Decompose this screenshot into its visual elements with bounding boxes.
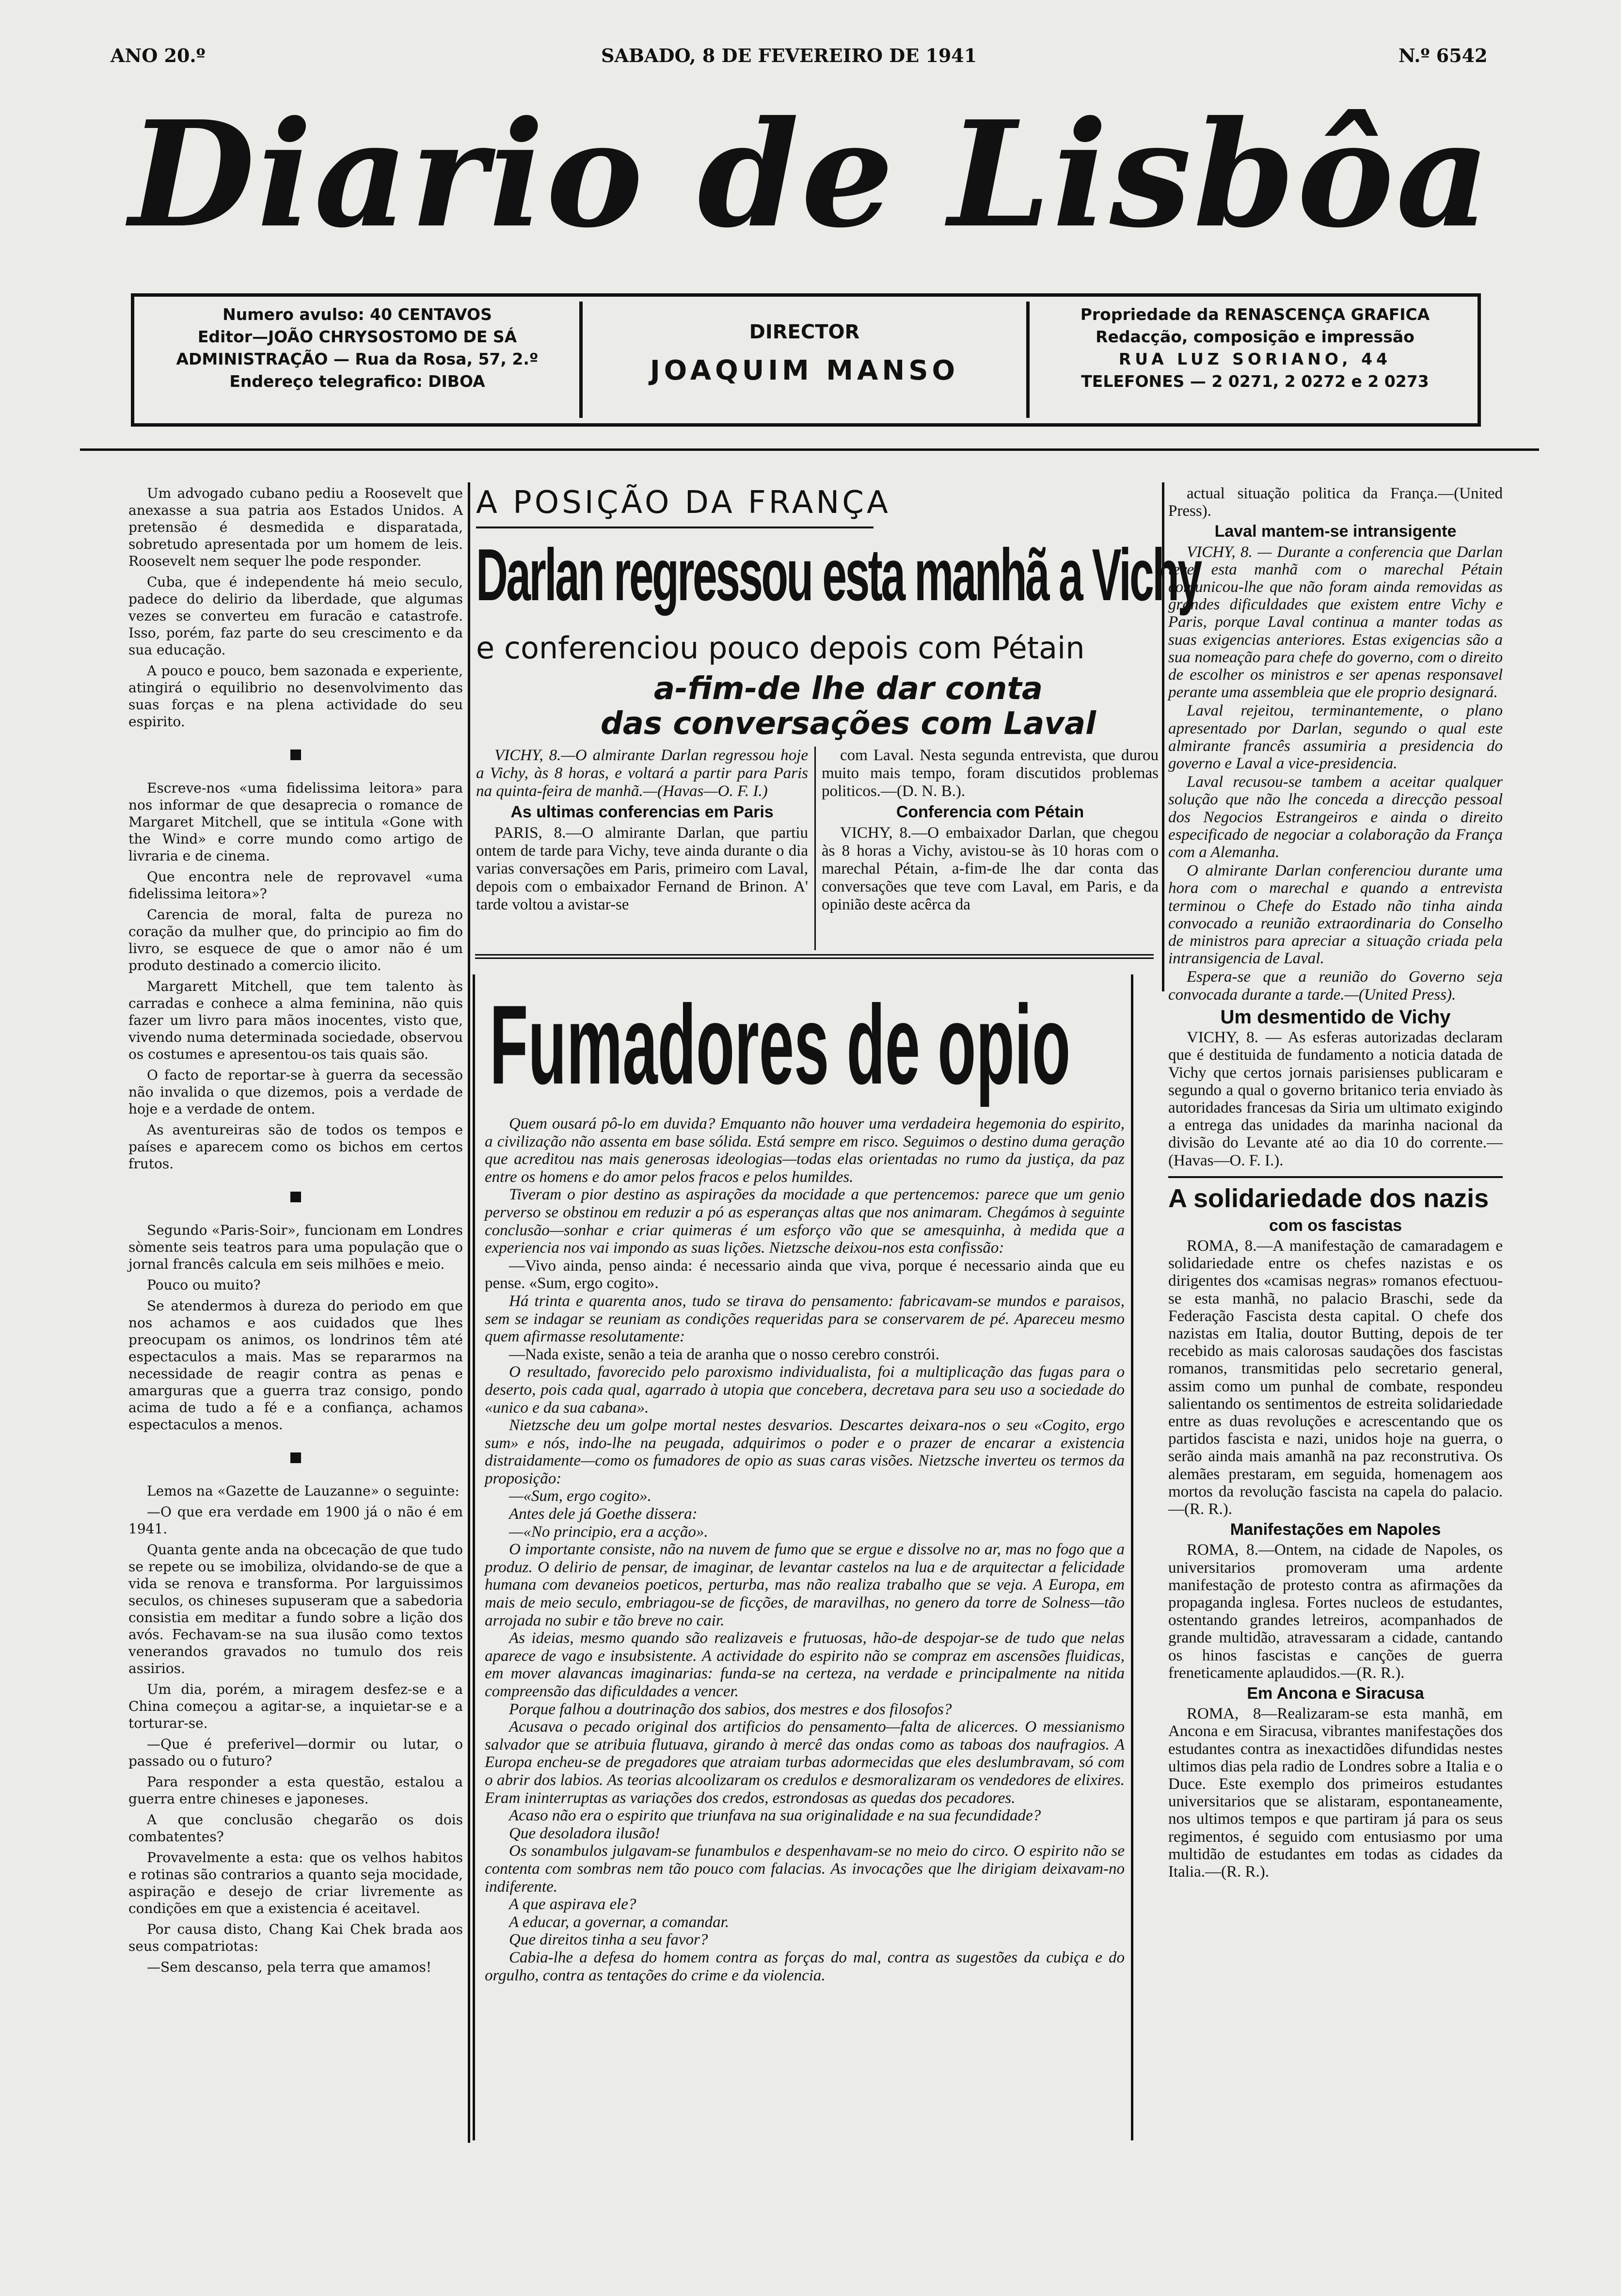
note-paragraph: Um dia, porém, a miragem desfez-se e a China começou a agitar-se, a inquietar-se e a torturar-se. [128, 1681, 463, 1731]
laval-subhead: Laval mantem-se intransigente [1214, 522, 1457, 541]
note-paragraph: Lemos na «Gazette de Lauzanne» o seguinte: [147, 1483, 460, 1499]
editorial-paragraph: Nietzsche deu um golpe mortal nestes desvarios. Descartes deixara-nos o seu «Cogito, ergo sum» e nós, indo-lhe na peugada, adquirimos o poder e o prazer de encarar a existencia distraidamente—como os fumadores de opio as suas caras visões. Nietzsche inverteu os termos da proposição: [485, 1417, 1125, 1487]
editorial-paragraph: —Vivo ainda, penso ainda: é necessario ainda que viva, porque é necessario ainda que eu pense. «Sum, ergo cogito». [485, 1257, 1125, 1292]
left-column-notes [128, 485, 463, 1979]
phones-line: TELEFONES — 2 0271, 2 0272 e 2 0273 [1081, 372, 1429, 391]
editorial-paragraph: —«No principio, era a acção». [509, 1523, 708, 1541]
price-line: Numero avulso: 40 CENTAVOS [222, 305, 492, 324]
editorial-paragraph: Acaso não era o espirito que triunfava na sua originalidade e na sua fecundidade? [509, 1807, 1041, 1825]
note-paragraph: Para responder a esta questão, estalou a guerra entre chineses e japoneses. [128, 1774, 463, 1807]
darlan-col-1 [476, 747, 808, 915]
darlan-paragraph: PARIS, 8.—O almirante Darlan, que partiu ontem de tarde para Vichy, teve ainda durante o dia varias conversações em Paris, primeiro com Laval, depois com o embaixador Fernand de Brinon. A' tarde voltou a avistar-se [476, 824, 808, 913]
telegraph-line: Endereço telegrafico: DIBOA [229, 372, 485, 391]
note-paragraph: Provavelmente a esta: que os velhos habitos e rotinas são contrarios a quanto seja mocidade, aspiração e desejo de criar livremente as condições em que a existencia é aceitavel. [128, 1850, 463, 1916]
editorial-paragraph: Acusava o pecado original dos artificios do pensamento—falta de alicerces. O messianismo salvador que se atribuia flutuava, girando à mercê das ondas como as taboas dos naufragios. A Europa encheu-se de pregadores que atraiam turbas adormecidas que eles deslumbravam, só com o abrir dos labios. As teorias alcoolizaram os credulos e desmoralizaram os vendedores de elixires. Eram ininterruptas as variações dos credos, estrondosas as quedas dos pecadores. [485, 1718, 1125, 1807]
note-paragraph: A que conclusão chegarão os dois combatentes? [128, 1812, 463, 1845]
note-cuba [128, 485, 463, 730]
date-label: SABADO, 8 DE FEVEREIRO DE 1941 [601, 45, 977, 66]
darlan-dek-line: a-fim-de lhe dar conta [653, 671, 1043, 707]
laval-paragraph: Laval rejeitou, terminantemente, o plano apresentado por Darlan, segundo o qual este almirante francês assumiria a presidencia do governo e Laval a vice-presidencia. [1168, 702, 1503, 773]
editorial-paragraph: Que desoladora ilusão! [509, 1824, 660, 1842]
editorial-paragraph: Cabia-lhe a defesa do homem contra as forças do mal, contra as sugestões da cubiça e do orgulho, contra as tentações do crime e da violencia. [485, 1948, 1125, 1984]
desmentido-paragraph: VICHY, 8. — As esferas autorizadas declaram que é destituida de fundamento a noticia datada de Vichy que certos jornais parisienses publicaram e segundo a qual o governo britanico teria enviado às autoridades francesas da Siria um ultimato exigindo a entrega das unidades da marinha nacional da divisão do Levante até ao dia 10 do corrente.—(Havas—O. F. I.). [1168, 1029, 1503, 1169]
solidariedade-paragraph: ROMA, 8.—A manifestação de camaradagem e solidariedade entre os chefes nazistas e os dirigentes dos «camisas negras» romanos efectuou-se esta manhã, no palacio Braschi, sede da Federação Fascista desta capital. O chefe dos nazistas em Italia, doutor Butting, depois de ter recebido as mais calorosas saudações dos fascistas romanos, transmitidas pelo secretario general, assim como um punhal de combate, respondeu salientando os sentimentos de estreita solidariedade entre as duas revoluções e acrescentando que os partidos fascista e nazi, unidos hoje na guerra, o serão ainda mais amanhã na paz reconstrutiva. Os alemães prestaram, em seguida, homenagem aos mortos da revolução fascista na capela do palacio.—(R. R.). [1168, 1237, 1503, 1518]
editorial-paragraph: Porque falhou a doutrinação dos sabios, dos mestres e dos filosofos? [509, 1700, 952, 1718]
desmentido-subhead: Um desmentido de Vichy [1220, 1006, 1451, 1028]
note-paragraph: O facto de reportar-se à guerra da secessão não invalida o que dizemos, pois a verdade de hoje e a verdade de ontem. [128, 1067, 463, 1117]
owner-line: Propriedade da RENASCENÇA GRAFICA [1080, 305, 1430, 324]
editorial-headline: Fumadores de opio [490, 982, 1071, 1108]
editorial-paragraph: As ideias, mesmo quando são realizaveis e frutuosas, hão-de despojar-se de tudo que nelas aparece de vago e insubsistente. A actividade do espirito não se compraz em ascensões fluidicas, em mover alavancas imaginarias: funda-se na certeza, na verdade e principalmente na nitida compreensão das dificuldades a vencer. [485, 1629, 1125, 1700]
note-china [128, 1483, 463, 1976]
editorial-paragraph: Antes dele já Goethe dissera: [509, 1505, 698, 1523]
editorial-paragraph: Que direitos tinha a seu favor? [509, 1931, 708, 1949]
continuation-paragraph: actual situação politica da França.—(United Press). [1168, 485, 1503, 520]
note-paragraph: —Que é preferivel—dormir ou lutar, o passado ou o futuro? [128, 1736, 463, 1769]
separator-square [290, 749, 301, 760]
darlan-headline: Darlan regressou esta manhã a Vichy [476, 534, 1201, 616]
note-paragraph: —O que era verdade em 1900 já o não é em 1941. [128, 1504, 463, 1537]
darlan-dek-bold [557, 671, 1139, 741]
editorial-paragraph: O resultado, favorecido pelo paroxismo individualista, foi a multiplicação das fugas para o deserto, pois cada qual, agarrado à utopia que concebera, decretava para seu uso a sociedade do «unico e da sua cabana». [485, 1363, 1125, 1417]
note-paragraph: Quanta gente anda na obcecação de que tudo se repete ou se imobiliza, olvidando-se de que a vida se renova e transforma. Por larguissimos seculos, os chineses supuseram que a sabedoria consistia em meditar a fundo sobre a lição dos avós. Fechavam-se na sua ilusão como textos venerandos gravados no tumulo dos reis assirios. [128, 1542, 463, 1676]
editorial-paragraph: —Nada existe, senão a teia de aranha que o nosso cerebro constrói. [509, 1345, 939, 1363]
napoles-paragraph: ROMA, 8.—Ontem, na cidade de Napoles, os universitarios promoveram uma ardente manifestação de protesto contra as afirmações da propaganda inglesa. Fortes nucleos de estudantes, ostentando grandes letreiros, acompanhados de grande multidão, atravessaram a cidade, cantando os hinos fascistas e canções de guerra freneticamente aplaudidos.—(R. R.). [1168, 1541, 1503, 1682]
address-line: RUA LUZ SORIANO, 44 [1118, 350, 1392, 368]
editorial-body [485, 1115, 1125, 1984]
note-paragraph: As aventureiras são de todos os tempos e países e aparecem como os bichos em certos frutos. [128, 1122, 463, 1172]
laval-paragraph: Espera-se que a reunião do Governo seja convocada durante a tarde.—(United Press). [1168, 968, 1503, 1004]
editorial-paragraph: Quem ousará pô-lo em duvida? Emquanto não houver uma verdadeira hegemonia do espirito, a civilização não assenta em base sólida. Está sempre em risco. Seguimos o destino duma geração que acreditou nas mais generosas ideologias—todas elas orientadas no rumo da justiça, da paz entre os homens e do amor pelos fracos e pelos humildes. [485, 1115, 1125, 1186]
darlan-paragraph: com Laval. Nesta segunda entrevista, que durou muito mais tempo, foram discutidos problemas politicos.—(D. N. B.). [822, 747, 1159, 800]
darlan-paragraph: VICHY, 8.—O embaixador Darlan, que chegou às 8 horas a Vichy, avistou-se às 10 horas com o marechal Pétain, a-fim-de lhe dar conta das conversações que teve com Laval, em Paris, e da opinião deste acêrca da [822, 824, 1159, 913]
solidariedade-subhead: com os fascistas [1269, 1216, 1402, 1235]
editor-line: Editor—JOÃO CHRYSOSTOMO DE SÁ [197, 327, 517, 346]
issue-number: N.º 6542 [1399, 45, 1488, 66]
redaction-line: Redacção, composição e impressão [1096, 327, 1414, 346]
info-left [139, 303, 575, 393]
ancona-subhead: Em Ancona e Siracusa [1247, 1684, 1424, 1703]
solidariedade-headline: A solidariedade dos nazis [1168, 1183, 1489, 1213]
note-paragraph: Margarett Mitchell, que tem talento às carradas e conhece a alma feminina, não quis fazer um livro para mãos inocentes, visto que, vivendo numa determinada sociedade, observou os costumes e apresentou-os tais quais são. [128, 978, 463, 1062]
editorial-paragraph: A educar, a governar, a comandar. [509, 1913, 730, 1931]
masthead-logo: Diario de Lisbôa [128, 89, 1493, 260]
napoles-subhead: Manifestações em Napoles [1230, 1520, 1441, 1539]
note-paragraph: Que encontra nele de reprovavel «uma fidelissima leitora»? [128, 869, 463, 902]
darlan-paragraph: VICHY, 8.—O almirante Darlan regressou hoje a Vichy, às 8 horas, e voltará a partir para Paris na quinta-feira de manhã.—(Havas—O. F. I.) [476, 747, 808, 800]
laval-paragraph: Laval recusou-se tambem a aceitar qualquer solução que não lhe conceda a direcção pessoal dos Negocios Estrangeiros e ainda o direito especificado de negociar a colaboração da França com a Alemanha. [1168, 773, 1503, 861]
note-paragraph: Carencia de moral, falta de pureza no coração da mulher que, do principio ao fim do livro, se esquece de que o amor não é um produto destinado a comercio ilicito. [128, 907, 463, 973]
note-paragraph: Pouco ou muito? [147, 1277, 261, 1293]
darlan-col-2 [822, 747, 1159, 915]
note-paragraph: Um advogado cubano pediu a Roosevelt que anexasse a sua patria aos Estados Unidos. A pretensão é desmedida e disparatada, sobretudo apresentada por um homem de leis. Roosevelt nem sequer lhe pode responder. [128, 485, 463, 569]
laval-paragraph: VICHY, 8. — Durante a conferencia que Darlan teve esta manhã com o marechal Pétain comunicou-lhe que não foram ainda removidas as grandes dificuldades que existem entre Vichy e Paris, porque Laval continua a manter todas as suas exigencias anteriores. Estas exigencias são a sua nomeação para chefe do governo, com o direito de escolher os ministros e ser apenas responsavel perante uma assembleia que ele proprio designará. [1168, 543, 1503, 702]
laval-paragraph: O almirante Darlan conferenciou durante uma hora com o marechal e quando a entrevista terminou o Chefe do Estado não tinha ainda convocado a reunião extraordinaria do Conselho de ministros para apreciar a situação criada pela intransigencia de Laval. [1168, 862, 1503, 968]
note-paragraph: —Sem descanso, pela terra que amamos! [147, 1959, 432, 1975]
note-paragraph: Por causa disto, Chang Kai Chek brada aos seus compatriotas: [128, 1921, 463, 1954]
darlan-subhead: As ultimas conferencias em Paris [510, 803, 774, 821]
administration-line: ADMINISTRAÇÃO — Rua da Rosa, 57, 2.º [176, 350, 539, 368]
darlan-dek: e conferenciou pouco depois com Pétain [476, 630, 1085, 666]
editorial-paragraph: A que aspirava ele? [509, 1896, 636, 1913]
separator-square [290, 1452, 301, 1463]
editorial-paragraph: Tiveram o pior destino as aspirações da mocidade a que pertencemos: parece que um genio perverso se obstinou em reduzir a pó as esperanças altas que nos animaram. Chegámos à seguinte conclusão—sonhar e criar quimeras é um esforço vão que se amesquinha, à medida que a experiencia nos vai impondo as suas lições. Nietzsche deixou-nos esta confissão: [485, 1186, 1125, 1257]
year-label: ANO 20.º [111, 45, 206, 66]
note-paragraph: Cuba, que é independente há meio seculo, padece do delirio da liberdade, que algumas vezes se converteu em furacão e catastrofe. Isso, porém, faz parte do seu crescimento e da sua educação. [128, 574, 463, 658]
separator-square [290, 1192, 301, 1202]
note-paragraph: A pouco e pouco, bem sazonada e experiente, atingirá o equilibrio no desenvolvimento das suas forças e na plena actividade do seu espirito. [128, 663, 463, 730]
masthead-info-box [131, 293, 1481, 427]
editorial-paragraph: Há trinta e quarenta anos, tudo se tirava do pensamento: fabricavam-se mundos e paraisos, sem se indagar se reuniam as condições requeridas para se conservarem de pé. Apareceu mesmo quem afirmasse resolutamente: [485, 1292, 1125, 1346]
right-column [1168, 485, 1503, 1881]
note-paragraph: Se atendermos à dureza do periodo em que nos achamos e aos cuidados que lhes preocupam os animos, os londrinos têm até espectaculos a mais. Mas se repararmos na necessidade de reagir contra as penas e amarguras que a guerra traz consigo, pondo acima de tudo a fé e a confiança, achamos espectaculos a menos. [128, 1298, 463, 1433]
editorial-paragraph: —«Sum, ergo cogito». [509, 1487, 652, 1505]
note-paragraph: Segundo «Paris-Soir», funcionam em Londres sòmente seis teatros para uma população que o jornal francês calcula em seis milhões e meio. [128, 1222, 463, 1272]
editorial-paragraph: O importante consiste, não na nuvem de fumo que se ergue e dissolve no ar, mas no fogo que a produz. O delirio de pensar, de imaginar, de levantar castelos na lua e de arquitectar a felicidade humana com devaneios poeticos, perturba, mas não realiza trabalho que se veja. A Europa, em mais de meio seculo, embriagou-se de ficções, de maravilhas, no genero da torre de Solness—tão arrojada no subir e tão breve no cair. [485, 1541, 1125, 1629]
info-right [1032, 303, 1478, 393]
director-name: JOAQUIM MANSO [650, 355, 959, 386]
darlan-dek-line: das conversações com Laval [600, 706, 1097, 742]
darlan-kicker: A POSIÇÃO DA FRANÇA [476, 485, 891, 521]
editorial-paragraph: Os sonambulos julgavam-se funambulos e despenhavam-se no meio do circo. O espirito não se contenta com sombras nem tão pouco com falacias. As invocações que lhe dirigiam deixavam-no indiferente. [485, 1842, 1125, 1896]
ancona-paragraph: ROMA, 8—Realizaram-se esta manhã, em Ancona e em Siracusa, vibrantes manifestações dos estudantes contra as inexactidões difundidas nestes ultimos dias pela radio de Londres sobre a Italia e o Duce. Este exemplo dos primeiros estudantes universitarios que se alistaram, espontaneamente, nos ultimos tempos e que partiram já para os seus regimentos, é seguido com entusiasmo por uma multidão de estudantes em todas as cidades da Italia.—(R. R.). [1168, 1705, 1503, 1881]
note-mitchell [128, 780, 463, 1172]
note-london-theatres [128, 1222, 463, 1433]
darlan-subhead: Conferencia com Pétain [896, 803, 1084, 821]
director-label: DIRECTOR [749, 321, 860, 343]
note-paragraph: Escreve-nos «uma fidelissima leitora» para nos informar de que desaprecia o romance de Margaret Mitchell, que se intitula «Gone with the Wind» e corre mundo como artigo de livraria e de cinema. [128, 780, 463, 864]
